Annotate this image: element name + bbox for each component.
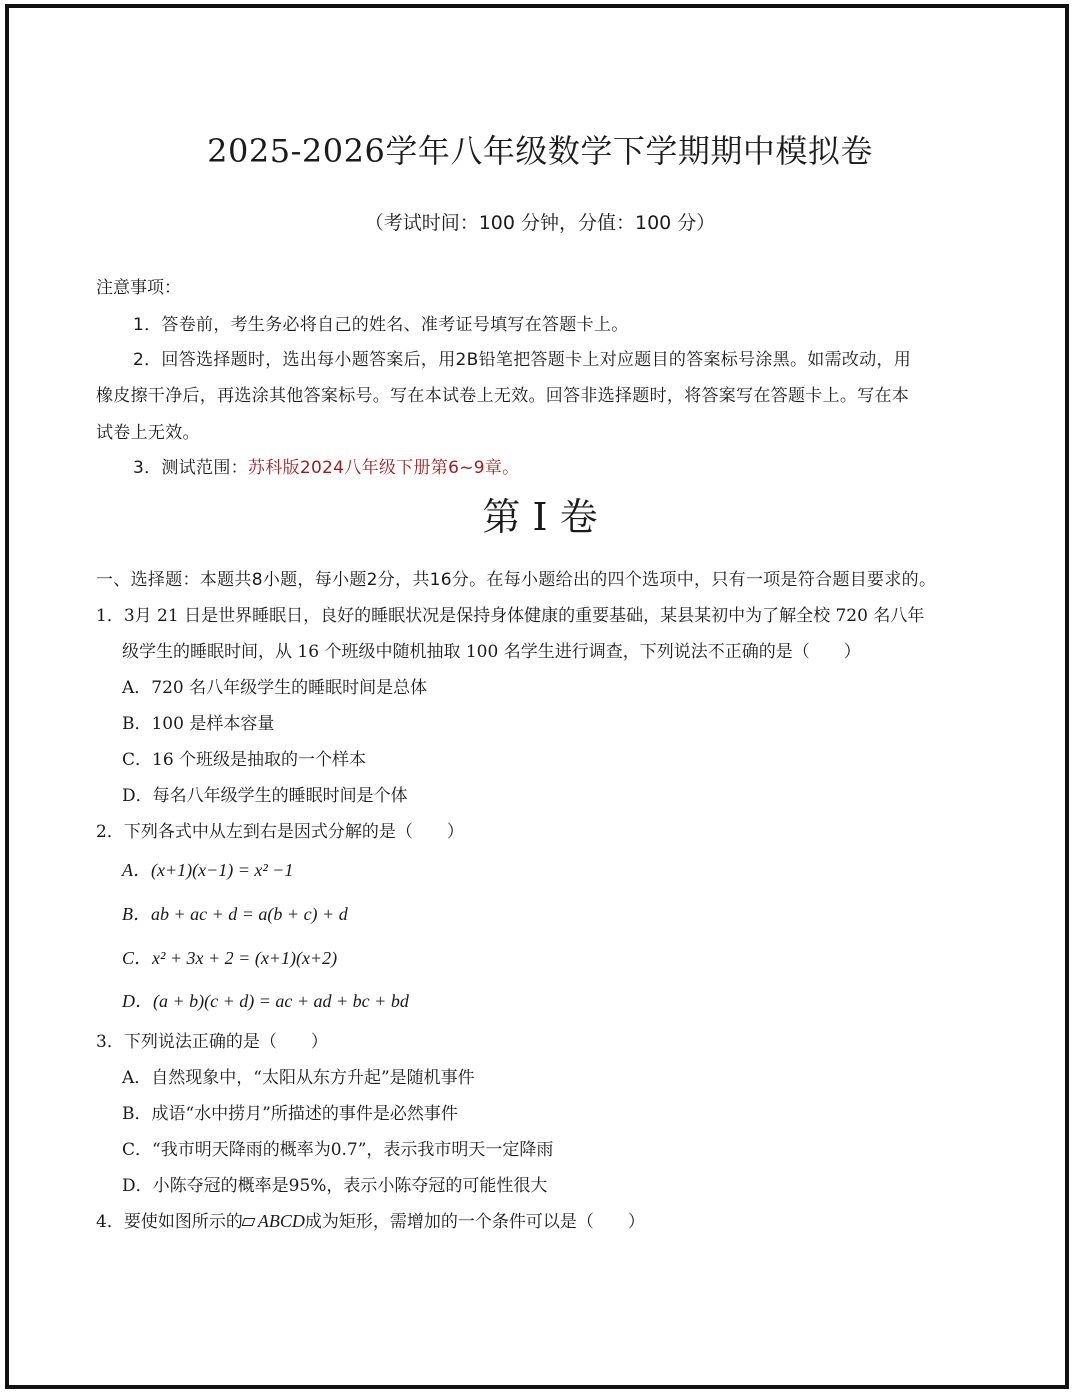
parallelogram-icon: [241, 1218, 255, 1226]
notice-item-3-prefix: 3．测试范围：: [133, 458, 248, 478]
question-2-option-c: C．x² + 3x + 2 = (x+1)(x+2): [122, 948, 338, 968]
test-scope: 苏科版2024八年级下册第6~9章。: [247, 458, 520, 478]
volume-title: 第 I 卷: [482, 495, 598, 539]
question-1-line-2: 级学生的睡眠时间，从 16 个班级中随机抽取 100 名学生进行调查，下列说法不正确的是（ ）: [122, 642, 861, 662]
question-1-option-a: A．720 名八年级学生的睡眠时间是总体: [122, 678, 428, 698]
question-2-option-b: B．ab + ac + d = a(b + c) + d: [122, 904, 348, 924]
notice-item-2-line-2: 橡皮擦干净后，再选涂其他答案标号。写在本试卷上无效。回答非选择题时，将答案写在答题卡上。写在本: [96, 386, 910, 406]
question-2-option-a: A．(x+1)(x−1) = x² −1: [122, 860, 294, 880]
exam-title: 2025-2026学年八年级数学下学期期中模拟卷: [207, 132, 873, 170]
question-3-option-c: C．“我市明天降雨的概率为0.7”，表示我市明天一定降雨: [122, 1140, 554, 1160]
question-4-prefix: 4．要使如图所示的: [96, 1212, 243, 1232]
notice-item-2-line-1: 2．回答选择题时，选出每小题答案后，用2B铅笔把答题卡上对应题目的答案标号涂黑。如需改动，用: [133, 350, 912, 370]
question-4-shape-name: ABCD: [257, 1211, 305, 1231]
question-2-line-1: 2．下列各式中从左到右是因式分解的是（ ）: [96, 822, 464, 842]
question-4-line-1: [96, 1207, 645, 1232]
question-1-option-d: D．每名八年级学生的睡眠时间是个体: [122, 786, 408, 806]
question-3-option-a: A．自然现象中，“太阳从东方升起”是随机事件: [122, 1068, 475, 1088]
question-4-suffix: 成为矩形，需增加的一个条件可以是（ ）: [304, 1212, 645, 1232]
notice-item-3: [133, 453, 519, 478]
question-3-option-d: D．小陈夺冠的概率是95%，表示小陈夺冠的可能性很大: [122, 1176, 548, 1196]
question-3-line-1: 3．下列说法正确的是（ ）: [96, 1032, 328, 1052]
section-heading: 一、选择题：本题共8小题，每小题2分，共16分。在每小题给出的四个选项中，只有一项是符合题目要求的。: [96, 570, 937, 590]
question-2-option-d: D．(a + b)(c + d) = ac + ad + bc + bd: [122, 991, 409, 1011]
notice-heading: 注意事项：: [96, 278, 181, 298]
question-3-option-b: B．成语“水中捞月”所描述的事件是必然事件: [122, 1104, 458, 1124]
question-1-option-b: B．100 是样本容量: [122, 714, 275, 734]
notice-item-1: 1．答卷前，考生务必将自己的姓名、准考证号填写在答题卡上。: [133, 315, 629, 335]
question-1-option-c: C．16 个班级是抽取的一个样本: [122, 750, 367, 770]
exam-subtitle: （考试时间：100 分钟，分值：100 分）: [364, 212, 716, 234]
notice-item-2-line-3: 试卷上无效。: [96, 423, 200, 443]
question-1-line-1: 1．3月 21 日是世界睡眠日，良好的睡眠状况是保持身体健康的重要基础，某县某初中为了解全校 720 名八年: [96, 606, 925, 626]
